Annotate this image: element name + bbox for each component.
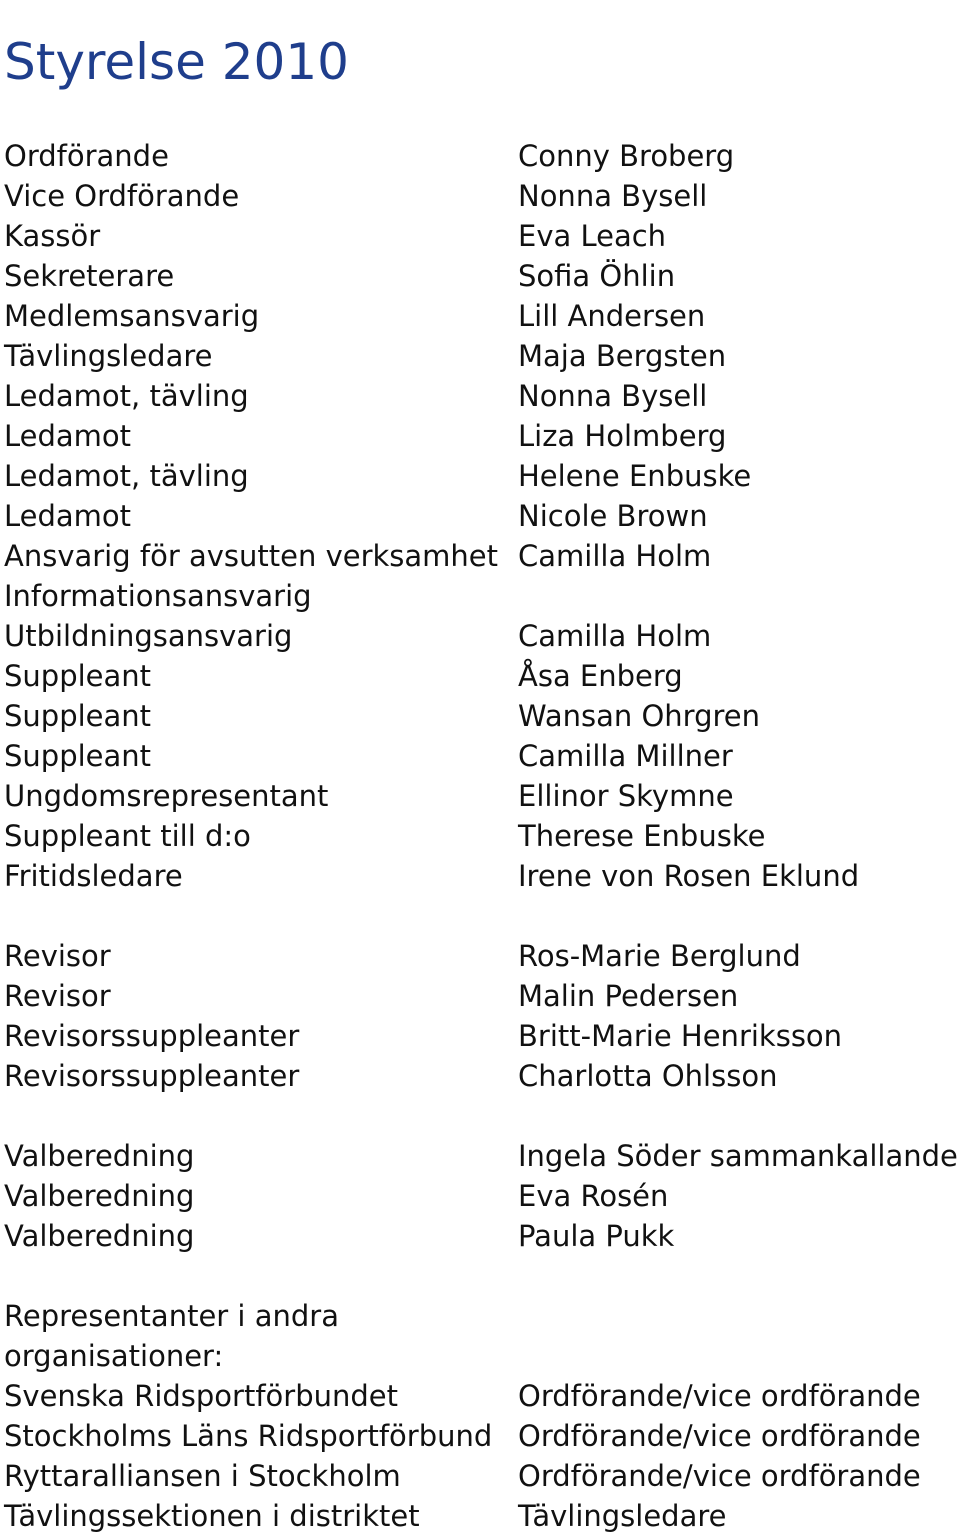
person-name: Nonna Bysell [518, 379, 708, 413]
list-item [4, 176, 960, 216]
list-item [4, 1456, 960, 1496]
role-label: Stockholms Läns Ridsportförbund [4, 1419, 493, 1453]
person-name: Eva Rosén [518, 1179, 669, 1213]
person-name: Ros-Marie Berglund [518, 939, 801, 973]
role-label: Revisor [4, 979, 111, 1013]
person-name: Ellinor Skymne [518, 779, 734, 813]
person-name: Ordförande/vice ordförande [518, 1379, 921, 1413]
person-name: Irene von Rosen Eklund [518, 859, 860, 893]
person-name: Tävlingsledare [518, 1499, 727, 1533]
page-title: Styrelse 2010 [4, 32, 349, 91]
person-name: Camilla Holm [518, 539, 712, 573]
role-label: Suppleant [4, 699, 152, 733]
person-name: Wansan Ohrgren [518, 699, 760, 733]
person-name: Sofia Öhlin [518, 259, 676, 293]
list-item [4, 1376, 960, 1416]
role-label: Sekreterare [4, 259, 175, 293]
role-label: Ledamot, tävling [4, 379, 249, 413]
role-label: Suppleant till d:o [4, 819, 251, 853]
list-item [4, 1496, 960, 1536]
list-item [4, 696, 960, 736]
person-name: Nonna Bysell [518, 179, 708, 213]
person-name: Malin Pedersen [518, 979, 739, 1013]
person-name: Helene Enbuske [518, 459, 752, 493]
role-label: Ungdomsrepresentant [4, 779, 329, 813]
person-name: Maja Bergsten [518, 339, 727, 373]
person-name: Ordförande/vice ordförande [518, 1419, 921, 1453]
role-label: Ryttaralliansen i Stockholm [4, 1459, 401, 1493]
role-label: Valberedning [4, 1139, 195, 1173]
list-item [4, 336, 960, 376]
list-item [4, 216, 960, 256]
list-item [4, 1136, 960, 1176]
person-name: Paula Pukk [518, 1219, 675, 1253]
list-item [4, 256, 960, 296]
person-name: Camilla Holm [518, 619, 712, 653]
role-label: Ledamot [4, 499, 132, 533]
role-label: Utbildningsansvarig [4, 619, 293, 653]
list-item [4, 416, 960, 456]
list-item [4, 736, 960, 776]
person-name: Nicole Brown [518, 499, 708, 533]
role-label: Fritidsledare [4, 859, 183, 893]
person-name: Åsa Enberg [518, 659, 683, 693]
person-name: Eva Leach [518, 219, 667, 253]
list-item [4, 656, 960, 696]
role-label: Tävlingsledare [4, 339, 213, 373]
list-item [4, 1176, 960, 1216]
list-item [4, 536, 960, 576]
role-label: Medlemsansvarig [4, 299, 260, 333]
person-name: Charlotta Ohlsson [518, 1059, 778, 1093]
role-label: Ledamot [4, 419, 132, 453]
person-name: Camilla Millner [518, 739, 733, 773]
role-label: Ansvarig för avsutten verksamhet [4, 539, 499, 573]
person-name: Therese Enbuske [518, 819, 766, 853]
representatives-heading: Representanter i andra organisationer: [4, 1299, 339, 1373]
role-label: Ordförande [4, 139, 169, 173]
role-label: Valberedning [4, 1179, 195, 1213]
role-label: Revisorssuppleanter [4, 1059, 300, 1093]
role-label: Tävlingssektionen i distriktet [4, 1499, 420, 1533]
list-item [4, 616, 960, 656]
role-label: Revisor [4, 939, 111, 973]
person-name: Conny Broberg [518, 139, 735, 173]
list-item [4, 856, 960, 896]
role-label: Svenska Ridsportförbundet [4, 1379, 399, 1413]
person-name: Lill Andersen [518, 299, 706, 333]
list-item [4, 376, 960, 416]
person-name: Britt-Marie Henriksson [518, 1019, 843, 1053]
list-item [4, 296, 960, 336]
list-item [4, 976, 960, 1016]
list-item [4, 1016, 960, 1056]
list-item [4, 1416, 960, 1456]
role-label: Suppleant [4, 739, 152, 773]
list-item [4, 776, 960, 816]
list-item [4, 576, 960, 616]
person-name: Ingela Söder sammankallande [518, 1139, 958, 1173]
role-label: Kassör [4, 219, 101, 253]
person-name: Ordförande/vice ordförande [518, 1459, 921, 1493]
list-item [4, 816, 960, 856]
role-label: Ledamot, tävling [4, 459, 249, 493]
list-item [4, 1216, 960, 1256]
representatives-list [4, 1376, 960, 1536]
list-item [4, 496, 960, 536]
person-name: Liza Holmberg [518, 419, 727, 453]
role-label: Informationsansvarig [4, 579, 312, 613]
list-item [4, 936, 960, 976]
list-item [4, 1056, 960, 1096]
board-list [4, 136, 960, 896]
role-label: Revisorssuppleanter [4, 1019, 300, 1053]
role-label: Vice Ordförande [4, 179, 240, 213]
role-label: Valberedning [4, 1219, 195, 1253]
list-item [4, 456, 960, 496]
representatives-section [4, 1296, 960, 1536]
list-item [4, 136, 960, 176]
role-label: Suppleant [4, 659, 152, 693]
auditors-list [4, 936, 960, 1096]
nomination-list [4, 1136, 960, 1256]
